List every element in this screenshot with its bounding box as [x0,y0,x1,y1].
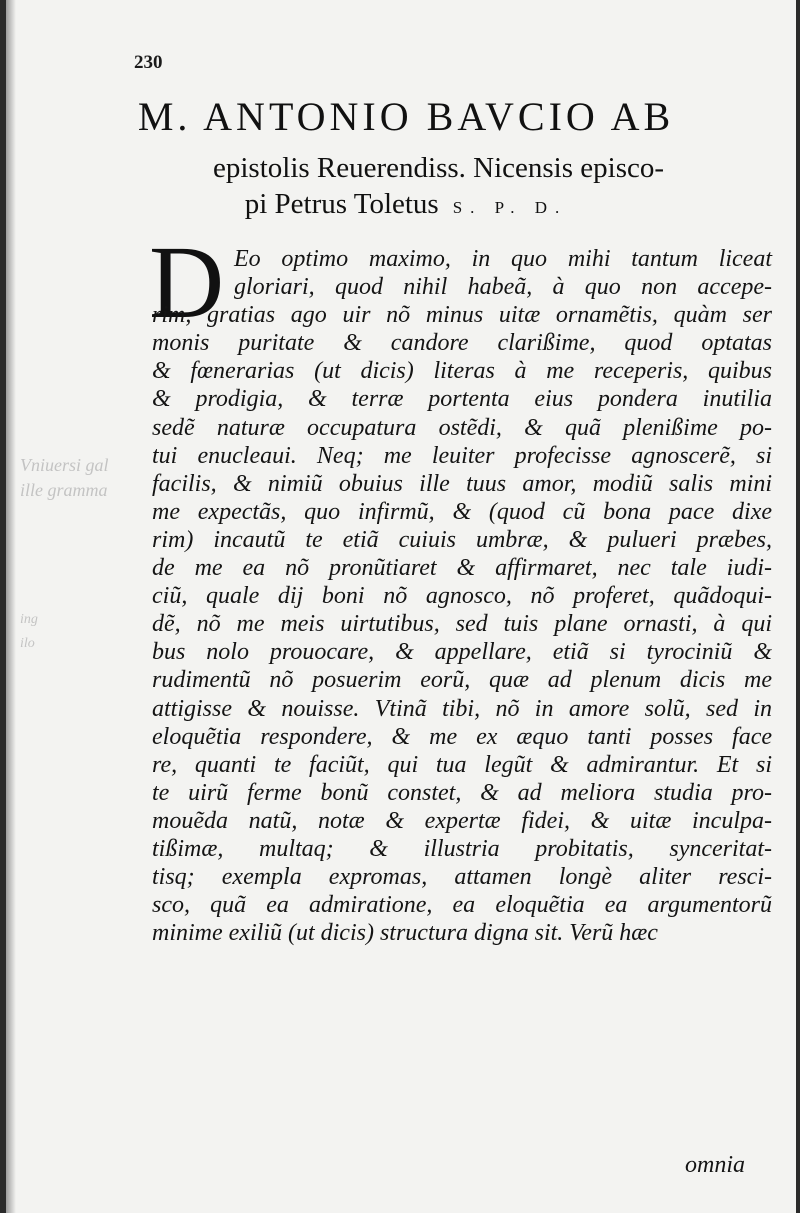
text-line: de me ea nõ pronũtiaret & affirmaret, nec tale iudi- [152,555,772,582]
text-line: & prodigia, & terræ portenta eius pondera inutilia [152,386,772,413]
subtitle-line-1: epistolis Reuerendiss. Nicensis episco- [212,152,665,184]
letter-body [152,245,772,947]
text-line: rim) incautũ te etiã cuiuis umbræ, & pulueri præbes, [152,526,772,553]
text-line: gloriari, quod nihil habeã, à quo non accepe- [234,274,772,301]
drop-cap-initial: D [149,225,225,340]
text-line: & fœnerarias (ut dicis) literas à me receperis, quibus [152,358,772,385]
text-line: eloquẽtia respondere, & me ex æquo tanti posses face [152,723,772,750]
subtitle-line-2 [6,188,796,221]
text-line: facilis, & nimiũ obuius ille tuus amor, modiũ salis mini [152,470,772,497]
text-line: rim, gratias ago uir nõ minus uitæ ornamẽtis, quàm ser [152,302,772,329]
author-name: pi Petrus Toletus [244,188,439,220]
text-line: Eo optimo maximo, in quo mihi tantum liceat [234,246,772,272]
text-line: tißimæ, multaq; & illustria probitatis, synceritat- [152,835,772,862]
text-line: re, quanti te faciũt, qui tua legũt & admirantur. Et si [152,751,772,778]
margin-show-through: ing [20,612,38,627]
margin-show-through: ilo [20,636,35,651]
text-line: mouẽda natũ, notæ & expertæ fidei, & uitæ inculpa- [152,807,772,834]
text-line: me expectãs, quo infirmũ, & (quod cũ bona pace dixe [152,498,772,525]
text-line: te uirũ ferme bonũ constet, & ad meliora studia pro- [152,779,772,806]
margin-show-through: ille gramma [20,480,108,500]
text-line: ciũ, quale dij boni nõ agnosco, nõ proferet, quãdoqui- [152,583,772,610]
text-line: sedẽ naturæ occupatura ostẽdi, & quã plenißime po- [152,414,772,441]
text-line: sco, quã ea admiratione, ea eloquẽtia ea argumentorũ [152,892,772,919]
text-line: attigisse & nouisse. Vtinã tibi, nõ in amore solũ, sed in [152,695,772,722]
text-line: tisq; exempla expromas, attamen longè aliter resci- [152,864,772,891]
page-title: M. ANTONIO BAVCIO AB [137,94,675,139]
page-number: 230 [134,52,163,73]
catchword: omnia [685,1152,745,1178]
text-line: bus nolo prouocare, & appellare, etiã si tyrociniũ & [152,639,772,666]
text-line: tui enucleaui. Neq; me leuiter profecisse agnoscerẽ, si [152,442,772,469]
margin-show-through: Vniuersi gal [20,455,109,475]
salutation: S. P. D. [452,198,568,217]
text-line: minime exiliũ (ut dicis) structura digna sit. Verũ hæc [152,920,658,947]
book-page [6,0,796,1213]
text-line: rudimentũ nõ posuerim eorũ, quæ ad plenum dicis me [152,667,772,694]
text-line: dẽ, nõ me meis uirtutibus, sed tuis plane ornasti, à qui [152,611,772,638]
text-line: monis puritate & candore clarißime, quod optatas [152,330,772,357]
